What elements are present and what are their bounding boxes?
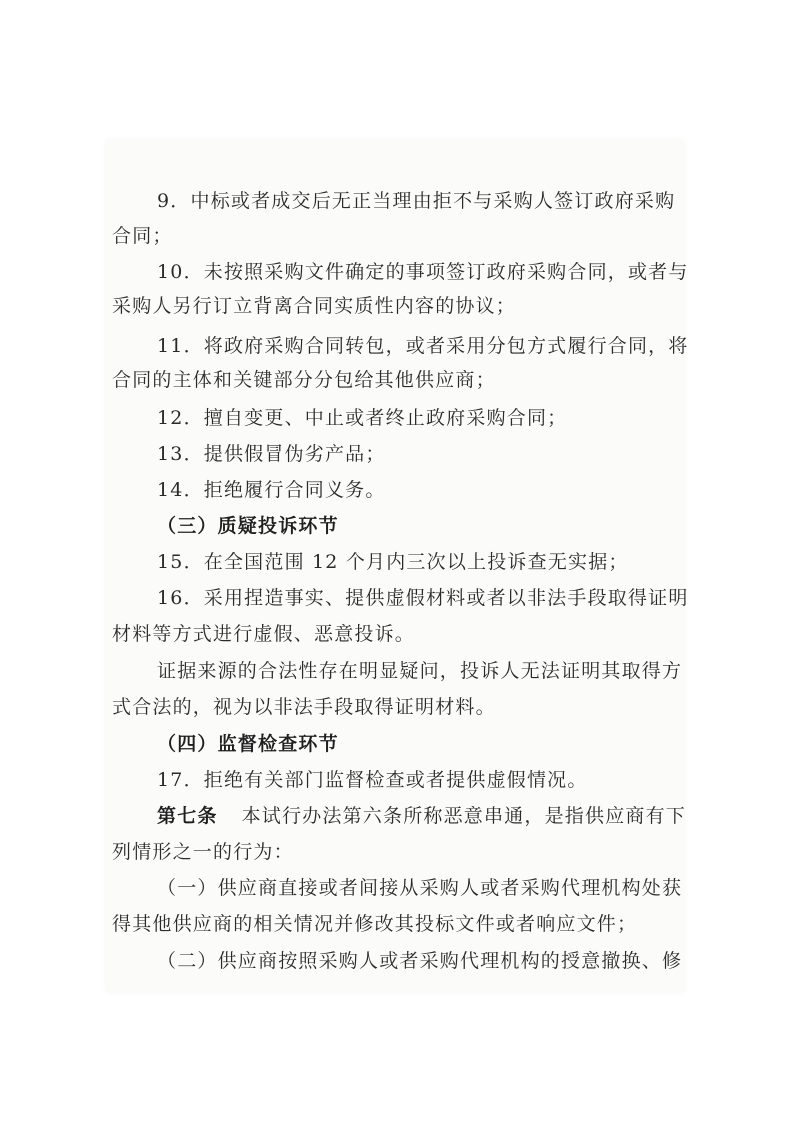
item-14: 14．拒绝履行合同义务。 xyxy=(157,479,386,501)
section-heading-4: （四）监督检查环节 xyxy=(157,733,339,755)
item-11-line-1: 11．将政府采购合同转包，或者采用分包方式履行合同，将 xyxy=(157,335,689,357)
item-15: 15．在全国范围 12 个月内三次以上投诉查无实据； xyxy=(157,551,629,573)
item-9-line-2: 合同； xyxy=(112,225,173,247)
clause-1-line-1: （一）供应商直接或者间接从采购人或者采购代理机构处获 xyxy=(157,877,683,899)
item-13: 13．提供假冒伪劣产品； xyxy=(157,443,386,465)
article-7-line-1 xyxy=(157,805,686,827)
item-12: 12．擅自变更、中止或者终止政府采购合同； xyxy=(157,407,568,429)
note-line-2: 式合法的，视为以非法手段取得证明材料。 xyxy=(112,696,496,718)
section-heading-3: （三）质疑投诉环节 xyxy=(157,515,339,537)
item-9-line-1: 9．中标或者成交后无正当理由拒不与采购人签订政府采购 xyxy=(157,190,676,212)
item-16-line-1: 16．采用捏造事实、提供虚假材料或者以非法手段取得证明 xyxy=(157,587,689,609)
item-17: 17．拒绝有关部门监督检查或者提供虚假情况。 xyxy=(157,769,588,791)
item-10-line-2: 采购人另行订立背离合同实质性内容的协议； xyxy=(112,295,517,317)
note-line-1: 证据来源的合法性存在明显疑问，投诉人无法证明其取得方 xyxy=(157,660,683,682)
clause-2-line-1: （二）供应商按照采购人或者采购代理机构的授意撤换、修 xyxy=(157,950,683,972)
clause-1-line-2: 得其他供应商的相关情况并修改其投标文件或者响应文件； xyxy=(112,913,638,935)
item-11-line-2: 合同的主体和关键部分分包给其他供应商； xyxy=(112,369,496,391)
item-10-line-1: 10．未按照采购文件确定的事项签订政府采购合同，或者与 xyxy=(157,261,689,283)
article-number: 第七条 xyxy=(157,805,218,827)
article-7-text: 本试行办法第六条所称恶意串通，是指供应商有下 xyxy=(241,805,687,827)
item-16-line-2: 材料等方式进行虚假、恶意投诉。 xyxy=(112,623,416,645)
article-7-line-2: 列情形之一的行为： xyxy=(112,841,294,863)
